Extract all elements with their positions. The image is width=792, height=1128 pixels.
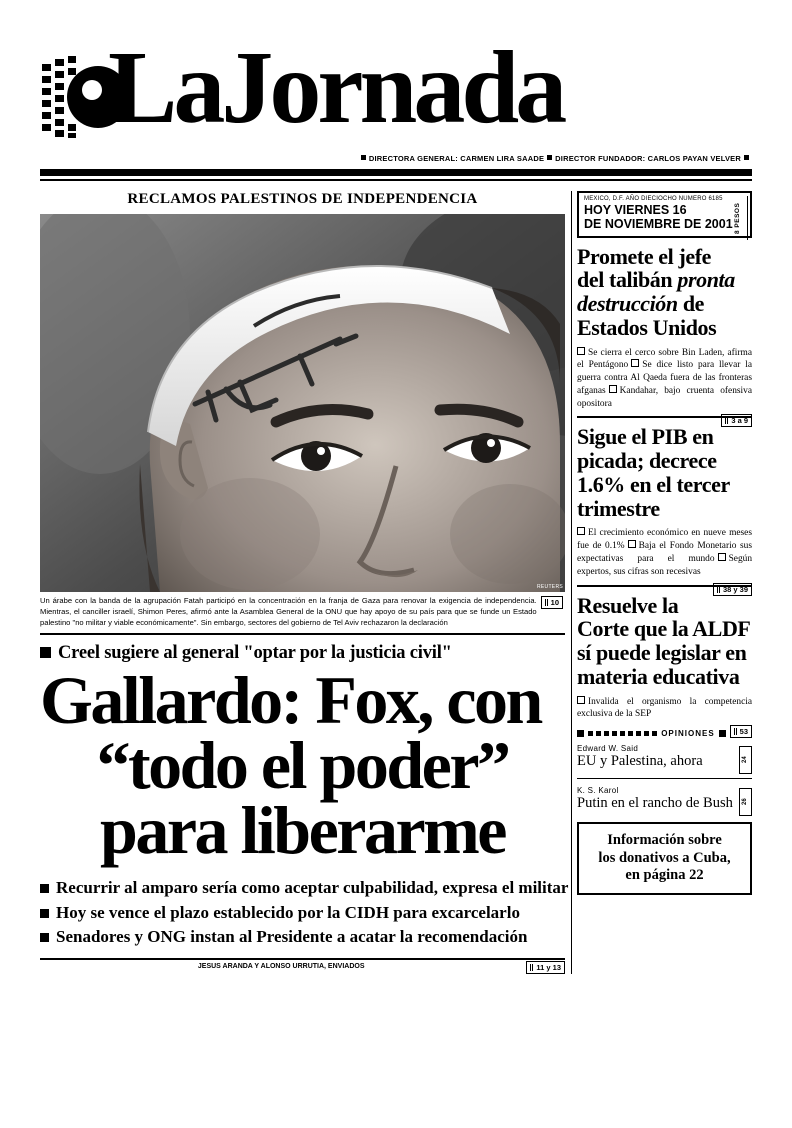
open-square-bullet-icon xyxy=(628,540,636,548)
opinions-header xyxy=(577,729,726,738)
square-bullet-icon xyxy=(40,909,49,918)
barcode-icon xyxy=(530,964,534,971)
dashed-rule xyxy=(588,731,657,736)
dateline-box xyxy=(577,191,752,238)
page-content xyxy=(40,191,752,974)
sidebar-story-body: El crecimiento económico en nueve meses fue de 0.1% Baja el Fondo Monetario sus expectativas para el mundo Según expertos, sus cifras son recesivas xyxy=(577,528,752,577)
byline-text: JESUS ARANDA Y ALONSO URRUTIA, ENVIADOS xyxy=(197,963,365,971)
newspaper-logo-title: LaJornada xyxy=(108,30,564,145)
opinion-title: EU y Palestina, ahora xyxy=(577,753,703,770)
caption-text: Un árabe con la banda de la agrupación Fatah participó en la concentración en la franja de Gaza para renovar la exigencia de independencia. Mientras, el canciller israelí, Shimon Peres, afirmó ante la Asamblea General de la ONU que hay apoyo de su país para que se funde un Estado palestino "no militar y viable económicamente". Sin embargo, sectores del gobierno de Tel Aviv rechazaron la declaración xyxy=(40,596,537,627)
caption-page-ref[interactable]: 10 xyxy=(541,596,563,609)
headline-bullets xyxy=(40,876,569,950)
dateline-issue: MEXICO, D.F. AÑO DIECIOCHO NUMERO 6185 xyxy=(584,196,723,202)
opinion-author: K. S. Karol xyxy=(577,786,619,796)
opinion-page-ref[interactable]: 24 xyxy=(739,746,752,774)
sidebar-separator xyxy=(577,778,752,779)
column-divider xyxy=(565,191,577,974)
headline-line-2: “todo el poder” xyxy=(96,726,509,803)
sidebar-story-headline: Resuelve la Corte que la ALDF sí puede legislar en materia educativa xyxy=(577,592,750,689)
sidebar-page-ref[interactable]: 38 y 39 xyxy=(713,583,752,596)
lead-photo xyxy=(40,214,565,592)
opinion-page-ref[interactable]: 26 xyxy=(739,788,752,816)
byline-rule xyxy=(40,958,565,960)
dateline-date-line1: HOY VIERNES 16 xyxy=(584,203,687,217)
square-bullet-icon xyxy=(40,647,51,658)
sidebar-story-headline: Promete el jefe del talibán pronta destrucción de Estados Unidos xyxy=(577,243,735,340)
sidebar-page-ref[interactable]: 53 xyxy=(730,725,752,738)
bullet-text: Recurrir al amparo sería como aceptar culpabilidad, expresa el militar xyxy=(56,878,569,898)
open-square-bullet-icon xyxy=(609,385,617,393)
byline-page-ref[interactable]: 11 y 13 xyxy=(526,961,565,974)
main-column xyxy=(40,191,569,974)
sidebar-story-taliban[interactable] xyxy=(577,243,752,426)
barcode-icon xyxy=(545,599,549,606)
opinion-title: Putin en el rancho de Bush xyxy=(577,795,733,812)
opinion-item[interactable] xyxy=(577,744,752,770)
open-square-bullet-icon xyxy=(577,527,585,535)
dateline-date-line2: DE NOVIEMBRE DE 2001 xyxy=(584,216,733,231)
barcode-icon xyxy=(734,728,738,735)
square-marker-icon xyxy=(719,730,726,737)
newspaper-front-page xyxy=(0,30,792,1128)
founding-director: DIRECTOR FUNDADOR: CARLOS PAYAN VELVER xyxy=(555,154,741,163)
promo-line-2: los donativos a Cuba, xyxy=(598,849,731,866)
caption-rule xyxy=(40,633,565,635)
masthead-credits xyxy=(40,154,752,163)
byline xyxy=(40,963,565,973)
photo-credit: REUTERS xyxy=(537,584,563,590)
director-general: DIRECTORA GENERAL: CARMEN LIRA SAADE xyxy=(368,154,545,163)
square-bullet-icon xyxy=(40,933,49,942)
square-marker-icon xyxy=(361,155,366,160)
photo-caption xyxy=(40,596,565,628)
headline-line-3: para liberarme xyxy=(100,791,505,868)
bullet-item xyxy=(40,876,569,901)
open-square-bullet-icon xyxy=(631,359,639,367)
open-square-bullet-icon xyxy=(577,696,585,704)
main-headline xyxy=(40,662,565,868)
masthead xyxy=(40,30,752,148)
promo-line-3: en página 22 xyxy=(625,867,704,884)
opinion-author: Edward W. Said xyxy=(577,744,639,754)
sidebar-story-pib[interactable] xyxy=(577,424,752,594)
square-marker-icon xyxy=(577,730,584,737)
price-label: 8 PESOS xyxy=(734,196,748,240)
opinion-item[interactable] xyxy=(577,786,752,812)
sidebar-page-ref[interactable]: 3 a 9 xyxy=(721,414,752,427)
photo-kicker: RECLAMOS PALESTINOS DE INDEPENDENCIA xyxy=(127,191,478,207)
sidebar-story-headline: Sigue el PIB en picada; decrece 1.6% en el tercer trimestre xyxy=(577,424,730,521)
square-marker-icon xyxy=(547,155,552,160)
secondary-headline-text: Creel sugiere al general "optar por la justicia civil" xyxy=(58,643,452,664)
bullet-item xyxy=(40,901,565,926)
bullet-item xyxy=(40,925,565,950)
sidebar-column xyxy=(577,191,752,974)
open-square-bullet-icon xyxy=(577,347,585,355)
secondary-headline xyxy=(40,643,565,664)
sidebar-story-body: Invalida el organismo la competencia exclusiva de la SEP xyxy=(577,696,752,720)
bullet-text: Hoy se vence el plazo establecido por la CIDH para excarcelarlo xyxy=(56,902,520,922)
square-bullet-icon xyxy=(40,884,49,893)
masthead-rule-thick xyxy=(40,169,752,176)
promo-line-1: Información sobre xyxy=(607,831,722,848)
headline-line-1: Gallardo: Fox, con xyxy=(40,662,541,739)
square-marker-icon xyxy=(744,155,749,160)
barcode-icon xyxy=(725,417,729,424)
opinions-label: OPINIONES xyxy=(661,729,715,739)
open-square-bullet-icon xyxy=(718,553,726,561)
sidebar-story-body: Se cierra el cerco sobre Bin Laden, afirma el Pentágono Se dice listo para llevar la guerra contra Al Qaeda fuera de las fronteras afganas Kandahar, bajo cruenta ofensiva opositora xyxy=(577,347,752,409)
barcode-icon xyxy=(717,586,721,593)
promo-box[interactable] xyxy=(577,822,752,895)
masthead-rule-thin xyxy=(40,179,752,181)
bullet-text: Senadores y ONG instan al Presidente a acatar la recomendación xyxy=(56,927,528,947)
